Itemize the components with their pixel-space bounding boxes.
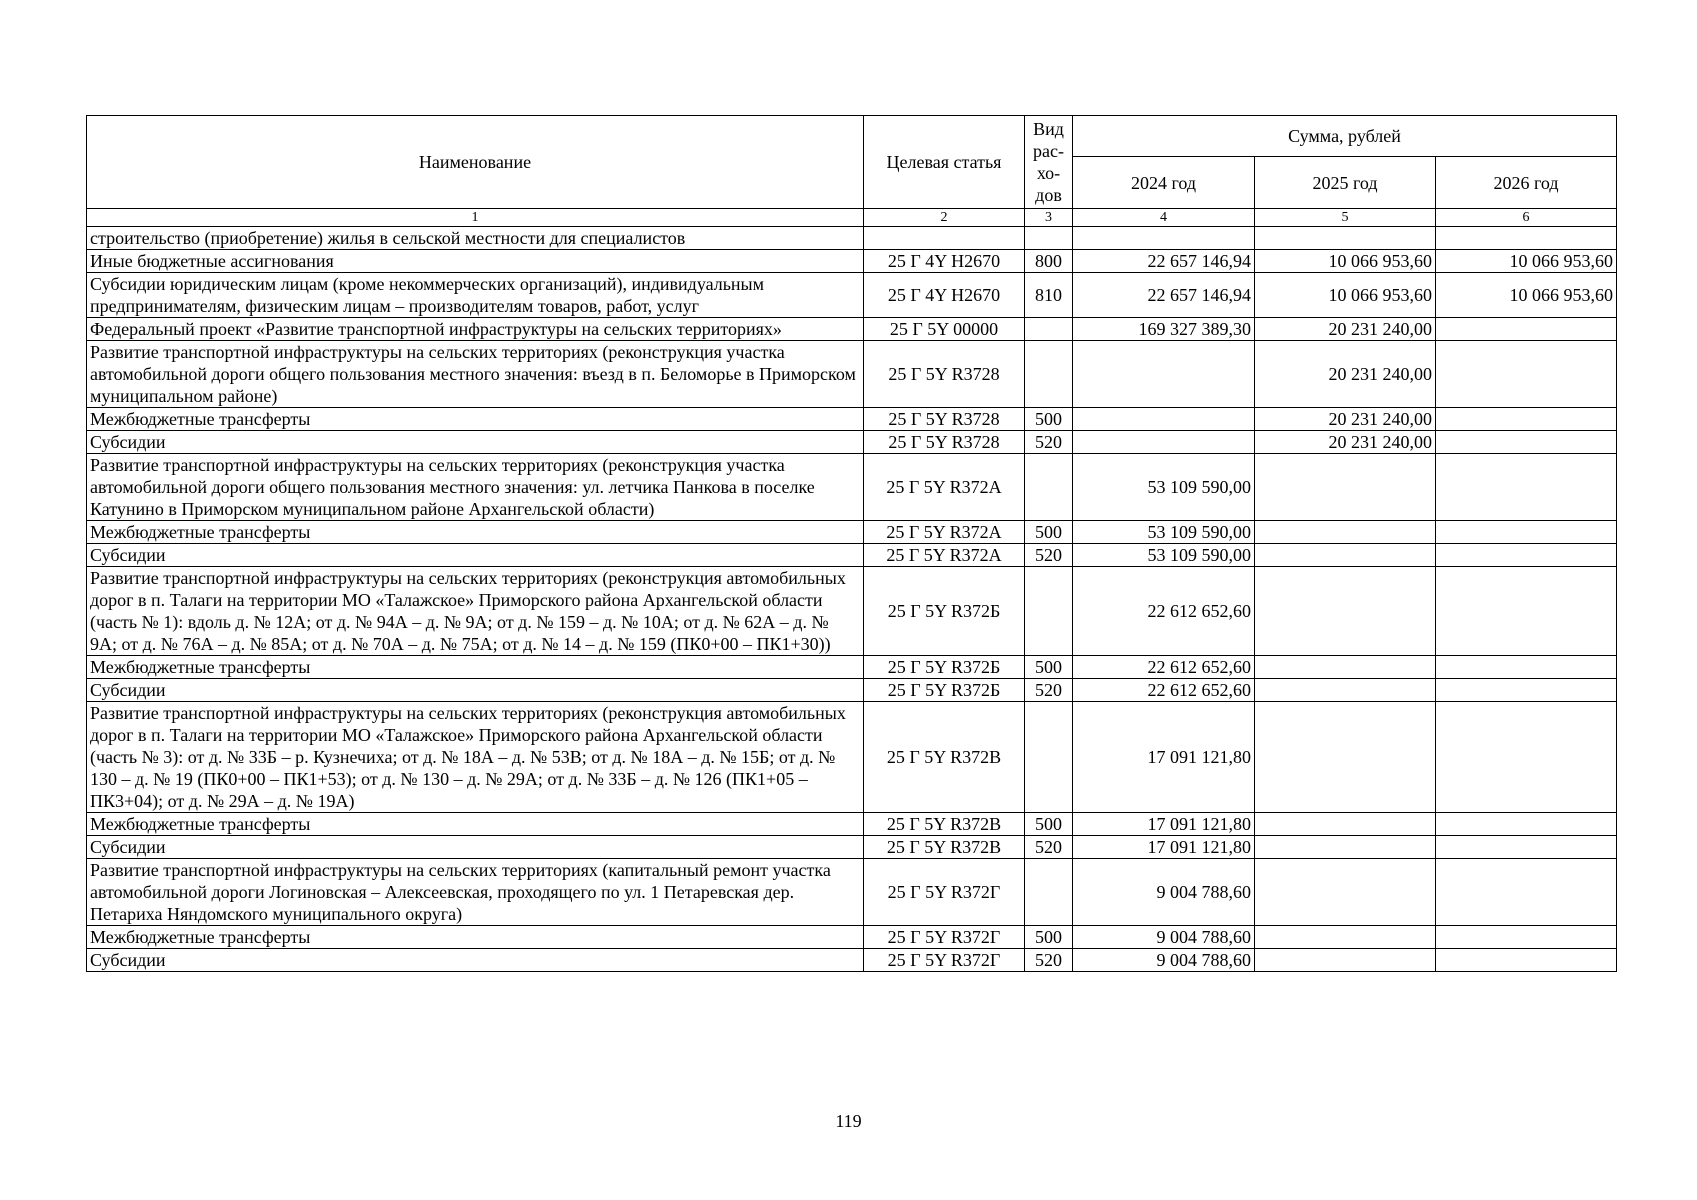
row-expense-kind: 520 [1025, 679, 1073, 702]
row-sum-2024: 53 109 590,00 [1073, 521, 1255, 544]
row-name: Межбюджетные трансферты [87, 521, 864, 544]
row-sum-2025 [1255, 859, 1436, 926]
row-sum-2025 [1255, 926, 1436, 949]
row-name: Развитие транспортной инфраструктуры на сельских территориях (капитальный ремонт участка автомобильной дороги Логиновская – Алексеевская, проходящего по ул. 1 Петаревская дер. Петариха Няндомского муниципального округа) [87, 859, 864, 926]
row-expense-kind [1025, 454, 1073, 521]
row-name: Субсидии юридическим лицам (кроме некоммерческих организаций), индивидуальным предпринимателям, физическим лицам – производителям товаров, работ, услуг [87, 273, 864, 318]
row-target-code: 25 Г 5Y R3728 [864, 408, 1025, 431]
row-expense-kind [1025, 859, 1073, 926]
row-name: Межбюджетные трансферты [87, 656, 864, 679]
row-sum-2025 [1255, 836, 1436, 859]
table-row [87, 408, 1617, 431]
row-name: Развитие транспортной инфраструктуры на сельских территориях (реконструкция участка автомобильной дороги общего пользования местного значения: ул. летчика Панкова в поселке Катунино в Приморском муниципальном районе Архангельской области) [87, 454, 864, 521]
row-sum-2026 [1436, 859, 1617, 926]
header-sum: Сумма, рублей [1073, 116, 1617, 157]
row-sum-2026 [1436, 702, 1617, 813]
row-sum-2025 [1255, 544, 1436, 567]
row-sum-2026 [1436, 656, 1617, 679]
table-row [87, 341, 1617, 408]
table-row [87, 679, 1617, 702]
col-number: 5 [1255, 209, 1436, 227]
row-target-code: 25 Г 5Y R372Б [864, 656, 1025, 679]
row-name: Субсидии [87, 679, 864, 702]
row-expense-kind: 500 [1025, 521, 1073, 544]
row-sum-2025: 20 231 240,00 [1255, 431, 1436, 454]
row-sum-2025 [1255, 702, 1436, 813]
table-row [87, 273, 1617, 318]
row-sum-2026 [1436, 521, 1617, 544]
row-target-code: 25 Г 5Y R3728 [864, 431, 1025, 454]
row-sum-2026 [1436, 408, 1617, 431]
table-row [87, 949, 1617, 972]
row-sum-2026 [1436, 341, 1617, 408]
row-name: Субсидии [87, 431, 864, 454]
row-name: Субсидии [87, 949, 864, 972]
row-sum-2024: 169 327 389,30 [1073, 318, 1255, 341]
row-target-code: 25 Г 5Y R372В [864, 836, 1025, 859]
row-sum-2026 [1436, 544, 1617, 567]
row-target-code: 25 Г 5Y 00000 [864, 318, 1025, 341]
row-sum-2026: 10 066 953,60 [1436, 250, 1617, 273]
row-sum-2026 [1436, 949, 1617, 972]
row-sum-2026 [1436, 227, 1617, 250]
table-row [87, 567, 1617, 656]
row-sum-2024: 53 109 590,00 [1073, 454, 1255, 521]
row-name: Развитие транспортной инфраструктуры на сельских территориях (реконструкция автомобильных дорог в п. Талаги на территории МО «Талажское» Приморского района Архангельской области (часть № 3): от д. № 33Б – р. Кузнечиха; от д. № 18А – д. № 53В; от д. № 18А – д. № 15Б; от д. № 130 – д. № 19 (ПК0+00 – ПК1+53); от д. № 130 – д. № 29А; от д. № 33Б – д. № 126 (ПК1+05 – ПК3+04); от д. № 29А – д. № 19А) [87, 702, 864, 813]
row-sum-2026 [1436, 318, 1617, 341]
row-sum-2024: 22 657 146,94 [1073, 273, 1255, 318]
row-expense-kind: 500 [1025, 656, 1073, 679]
row-sum-2025: 20 231 240,00 [1255, 408, 1436, 431]
row-sum-2025 [1255, 227, 1436, 250]
col-number: 3 [1025, 209, 1073, 227]
row-sum-2024: 22 612 652,60 [1073, 679, 1255, 702]
row-sum-2024: 9 004 788,60 [1073, 859, 1255, 926]
row-expense-kind: 520 [1025, 836, 1073, 859]
page-number: 119 [835, 1111, 862, 1131]
row-sum-2026 [1436, 431, 1617, 454]
row-sum-2024 [1073, 341, 1255, 408]
row-sum-2026 [1436, 926, 1617, 949]
row-expense-kind: 810 [1025, 273, 1073, 318]
row-sum-2024: 22 612 652,60 [1073, 567, 1255, 656]
row-sum-2024: 17 091 121,80 [1073, 836, 1255, 859]
row-expense-kind [1025, 567, 1073, 656]
row-sum-2025 [1255, 521, 1436, 544]
row-target-code: 25 Г 5Y R372A [864, 544, 1025, 567]
row-sum-2024: 17 091 121,80 [1073, 702, 1255, 813]
row-target-code: 25 Г 5Y R372Г [864, 949, 1025, 972]
row-expense-kind: 520 [1025, 949, 1073, 972]
row-sum-2024: 17 091 121,80 [1073, 813, 1255, 836]
table-row [87, 454, 1617, 521]
table-row [87, 859, 1617, 926]
row-sum-2024 [1073, 227, 1255, 250]
row-target-code: 25 Г 5Y R372Б [864, 679, 1025, 702]
row-sum-2024: 9 004 788,60 [1073, 926, 1255, 949]
table-row [87, 318, 1617, 341]
row-sum-2025: 10 066 953,60 [1255, 273, 1436, 318]
row-sum-2026 [1436, 813, 1617, 836]
header-year-2026: 2026 год [1436, 157, 1617, 209]
row-target-code: 25 Г 5Y R372Г [864, 859, 1025, 926]
row-name: Субсидии [87, 544, 864, 567]
table-row [87, 227, 1617, 250]
row-target-code: 25 Г 4Y H2670 [864, 273, 1025, 318]
row-sum-2025 [1255, 679, 1436, 702]
header-kind: Вид рас-хо-дов [1025, 116, 1073, 209]
row-sum-2024: 22 657 146,94 [1073, 250, 1255, 273]
budget-table [86, 115, 1617, 972]
col-number: 1 [87, 209, 864, 227]
table-row [87, 926, 1617, 949]
row-sum-2026 [1436, 679, 1617, 702]
row-expense-kind: 520 [1025, 431, 1073, 454]
row-expense-kind: 520 [1025, 544, 1073, 567]
table-row [87, 813, 1617, 836]
row-sum-2025 [1255, 949, 1436, 972]
row-target-code: 25 Г 5Y R372A [864, 454, 1025, 521]
row-sum-2026 [1436, 454, 1617, 521]
row-sum-2026: 10 066 953,60 [1436, 273, 1617, 318]
row-expense-kind: 500 [1025, 926, 1073, 949]
row-sum-2026 [1436, 836, 1617, 859]
table-row [87, 250, 1617, 273]
row-target-code: 25 Г 5Y R372В [864, 813, 1025, 836]
table-row [87, 521, 1617, 544]
row-name: Иные бюджетные ассигнования [87, 250, 864, 273]
row-name: строительство (приобретение) жилья в сельской местности для специалистов [87, 227, 864, 250]
row-expense-kind: 500 [1025, 813, 1073, 836]
row-name: Развитие транспортной инфраструктуры на сельских территориях (реконструкция участка автомобильной дороги общего пользования местного значения: въезд в п. Беломорье в Приморском муниципальном районе) [87, 341, 864, 408]
row-sum-2024: 9 004 788,60 [1073, 949, 1255, 972]
row-target-code: 25 Г 5Y R372A [864, 521, 1025, 544]
row-target-code: 25 Г 5Y R3728 [864, 341, 1025, 408]
row-expense-kind [1025, 702, 1073, 813]
row-sum-2025 [1255, 567, 1436, 656]
row-sum-2025 [1255, 813, 1436, 836]
header-name: Наименование [87, 116, 864, 209]
row-expense-kind [1025, 227, 1073, 250]
row-target-code: 25 Г 5Y R372Г [864, 926, 1025, 949]
row-expense-kind [1025, 341, 1073, 408]
row-name: Межбюджетные трансферты [87, 926, 864, 949]
row-name: Федеральный проект «Развитие транспортной инфраструктуры на сельских территориях» [87, 318, 864, 341]
table-row [87, 544, 1617, 567]
table-row [87, 431, 1617, 454]
row-sum-2024: 22 612 652,60 [1073, 656, 1255, 679]
table-row [87, 656, 1617, 679]
row-target-code: 25 Г 5Y R372Б [864, 567, 1025, 656]
row-name: Межбюджетные трансферты [87, 408, 864, 431]
table-row [87, 836, 1617, 859]
column-number-row [87, 209, 1617, 227]
row-sum-2026 [1436, 567, 1617, 656]
row-sum-2024 [1073, 431, 1255, 454]
row-sum-2025: 20 231 240,00 [1255, 341, 1436, 408]
row-sum-2025: 20 231 240,00 [1255, 318, 1436, 341]
row-name: Межбюджетные трансферты [87, 813, 864, 836]
row-expense-kind: 800 [1025, 250, 1073, 273]
row-target-code [864, 227, 1025, 250]
row-target-code: 25 Г 5Y R372В [864, 702, 1025, 813]
row-sum-2025 [1255, 454, 1436, 521]
row-sum-2024: 53 109 590,00 [1073, 544, 1255, 567]
table-row [87, 702, 1617, 813]
row-sum-2025 [1255, 656, 1436, 679]
row-expense-kind [1025, 318, 1073, 341]
header-year-2024: 2024 год [1073, 157, 1255, 209]
header-year-2025: 2025 год [1255, 157, 1436, 209]
row-name: Субсидии [87, 836, 864, 859]
header-target: Целевая статья [864, 116, 1025, 209]
row-target-code: 25 Г 4Y H2670 [864, 250, 1025, 273]
col-number: 2 [864, 209, 1025, 227]
col-number: 4 [1073, 209, 1255, 227]
row-expense-kind: 500 [1025, 408, 1073, 431]
col-number: 6 [1436, 209, 1617, 227]
row-sum-2025: 10 066 953,60 [1255, 250, 1436, 273]
row-sum-2024 [1073, 408, 1255, 431]
row-name: Развитие транспортной инфраструктуры на сельских территориях (реконструкция автомобильных дорог в п. Талаги на территории МО «Талажское» Приморского района Архангельской области (часть № 1): вдоль д. № 12А; от д. № 94А – д. № 9А; от д. № 159 – д. № 10А; от д. № 62А – д. № 9А; от д. № 76А – д. № 85А; от д. № 70А – д. № 75А; от д. № 14 – д. № 159 (ПК0+00 – ПК1+30)) [87, 567, 864, 656]
